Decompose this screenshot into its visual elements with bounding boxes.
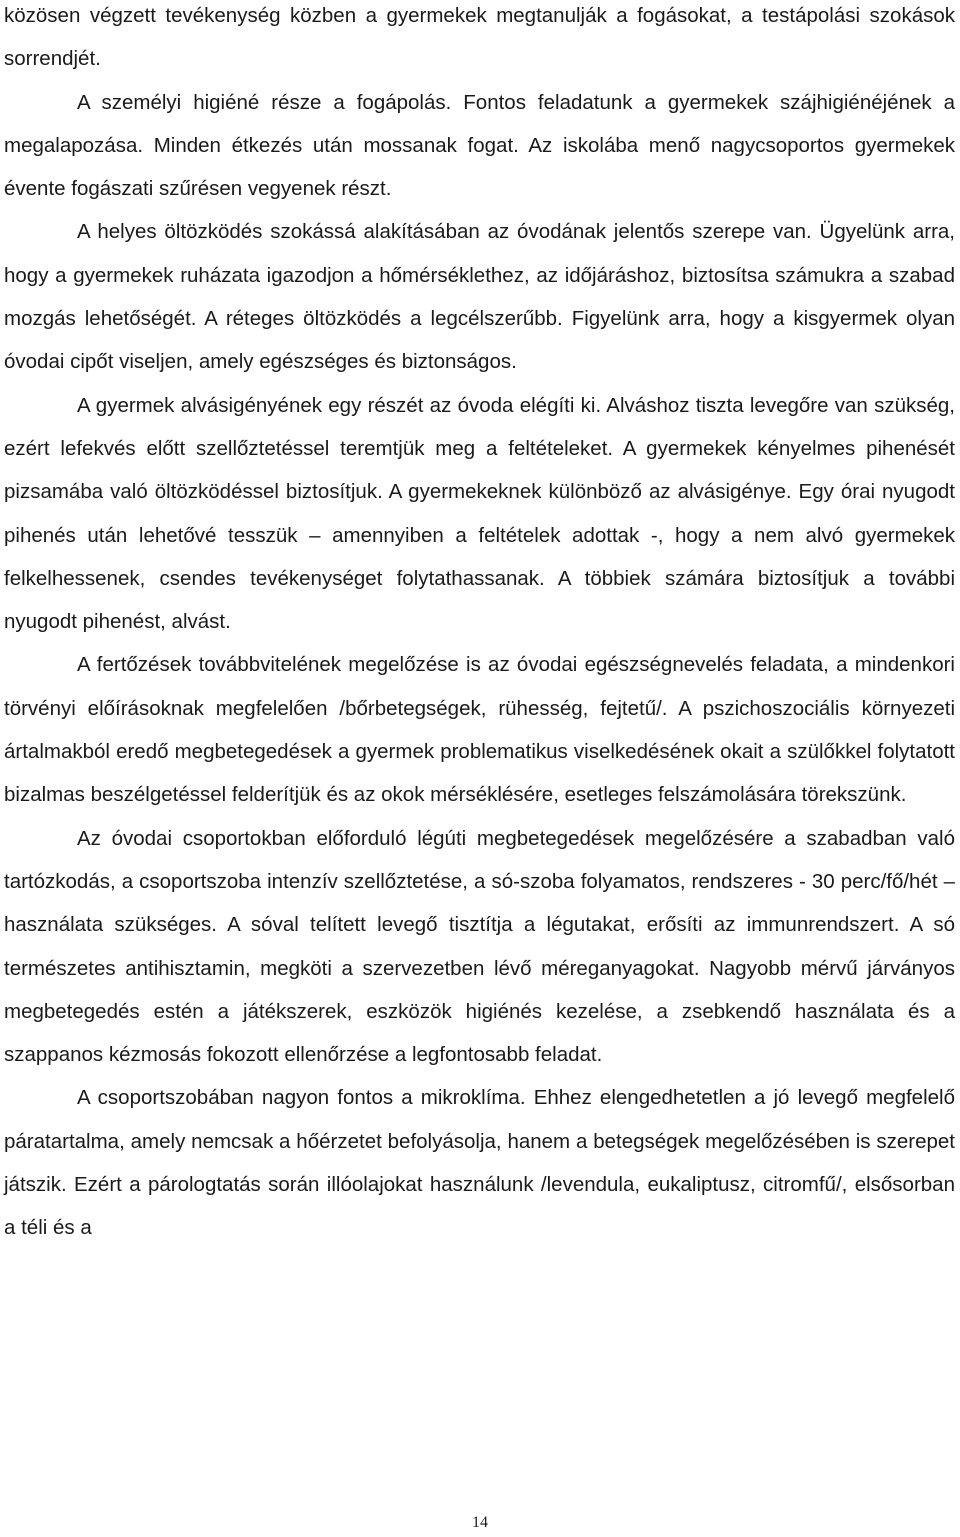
paragraph: A csoportszobában nagyon fontos a mikroklíma. Ehhez elengedhetetlen a jó levegő megfelelő páratartalma, amely nemcsak a hőérzetet befolyásolja, hanem a betegségek megelőzésében is szerepet játszik. Ezért a párologtatás során illóolajokat használunk /levendula, eukaliptusz, citromfű/, elsősorban a téli és a (4, 1086, 955, 1240)
paragraph: A helyes öltözködés szokássá alakításában az óvodának jelentős szerepe van. Ügyelünk arra, hogy a gyermekek ruházata igazodjon a hőmérséklethez, az időjáráshoz, biztosítsa számukra a szabad mozgás lehetőségét. A réteges öltözködés a legcélszerűbb. Figyelünk arra, hogy a kisgyermek olyan óvodai cipőt viseljen, amely egészséges és biztonságos. (4, 220, 955, 374)
paragraph: A fertőzések továbbvitelének megelőzése is az óvodai egészségnevelés feladata, a mindenkori törvényi előírásoknak megfelelően /bőrbetegségek, rühesség, fejtetű/. A pszichoszociális környezeti ártalmakból eredő megbetegedések a gyermek problematikus viselkedésének okait a szülőkkel folytatott bizalmas beszélgetéssel felderítjük és az okok mérséklésére, esetleges felszámolására törekszünk. (4, 653, 955, 807)
paragraph: A személyi higiéné része a fogápolás. Fontos feladatunk a gyermekek szájhigiénéjének a megalapozása. Minden étkezés után mossanak fogat. Az iskolába menő nagycsoportos gyermekek évente fogászati szűrésen vegyenek részt. (4, 90, 955, 201)
paragraph: közösen végzett tevékenység közben a gyermekek megtanulják a fogásokat, a testápolási szokások sorrendjét. (4, 4, 955, 71)
document-body (4, 0, 955, 1250)
paragraph: A gyermek alvásigényének egy részét az óvoda elégíti ki. Alváshoz tiszta levegőre van szükség, ezért lefekvés előtt szellőztetéssel teremtjük meg a feltételeket. A gyermekek kényelmes pihenését pizsamába való öltözködéssel biztosítjuk. A gyermekeknek különböző az alvásigénye. Egy órai nyugodt pihenés után lehetővé tesszük – amennyiben a feltételek adottak -, hogy a nem alvó gyermekek felkelhessenek, csendes tevékenységet folytathassanak. A többiek számára biztosítjuk a további nyugodt pihenést, alvást. (4, 393, 955, 634)
paragraph: Az óvodai csoportokban előforduló légúti megbetegedések megelőzésére a szabadban való tartózkodás, a csoportszoba intenzív szellőztetése, a só-szoba folyamatos, rendszeres - 30 perc/fő/hét – használata szükséges. A sóval telített levegő tisztítja a légutakat, erősíti az immunrendszert. A só természetes antihisztamin, megköti a szervezetben lévő méreganyagokat. Nagyobb mérvű járványos megbetegedés estén a játékszerek, eszközök higiénés kezelése, a zsebkendő használata és a szappanos kézmosás fokozott ellenőrzése a legfontosabb feladat. (4, 826, 955, 1067)
page-number: 14 (472, 1514, 488, 1531)
